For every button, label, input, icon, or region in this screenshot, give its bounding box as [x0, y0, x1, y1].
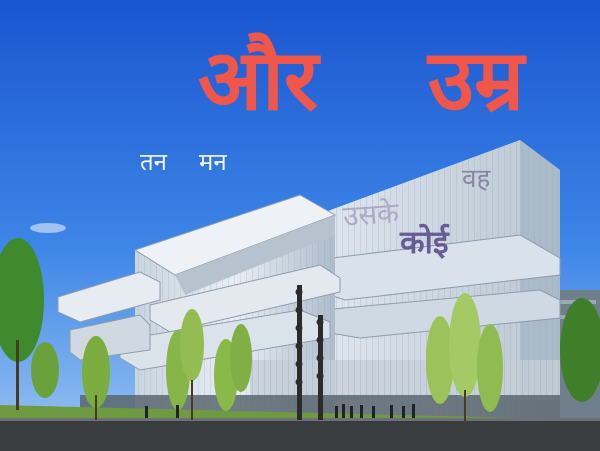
facade-word-middle: उसके	[341, 196, 400, 233]
road	[0, 418, 600, 451]
large-red-word-right: उम्र	[428, 31, 525, 129]
facade-word-top: वह	[462, 164, 491, 194]
facade-word-bottom: कोई	[400, 223, 449, 261]
white-word-right: मन	[199, 148, 227, 176]
cloud	[30, 223, 66, 233]
large-red-word-left: और	[198, 31, 319, 129]
white-word-left: तन	[140, 148, 167, 176]
